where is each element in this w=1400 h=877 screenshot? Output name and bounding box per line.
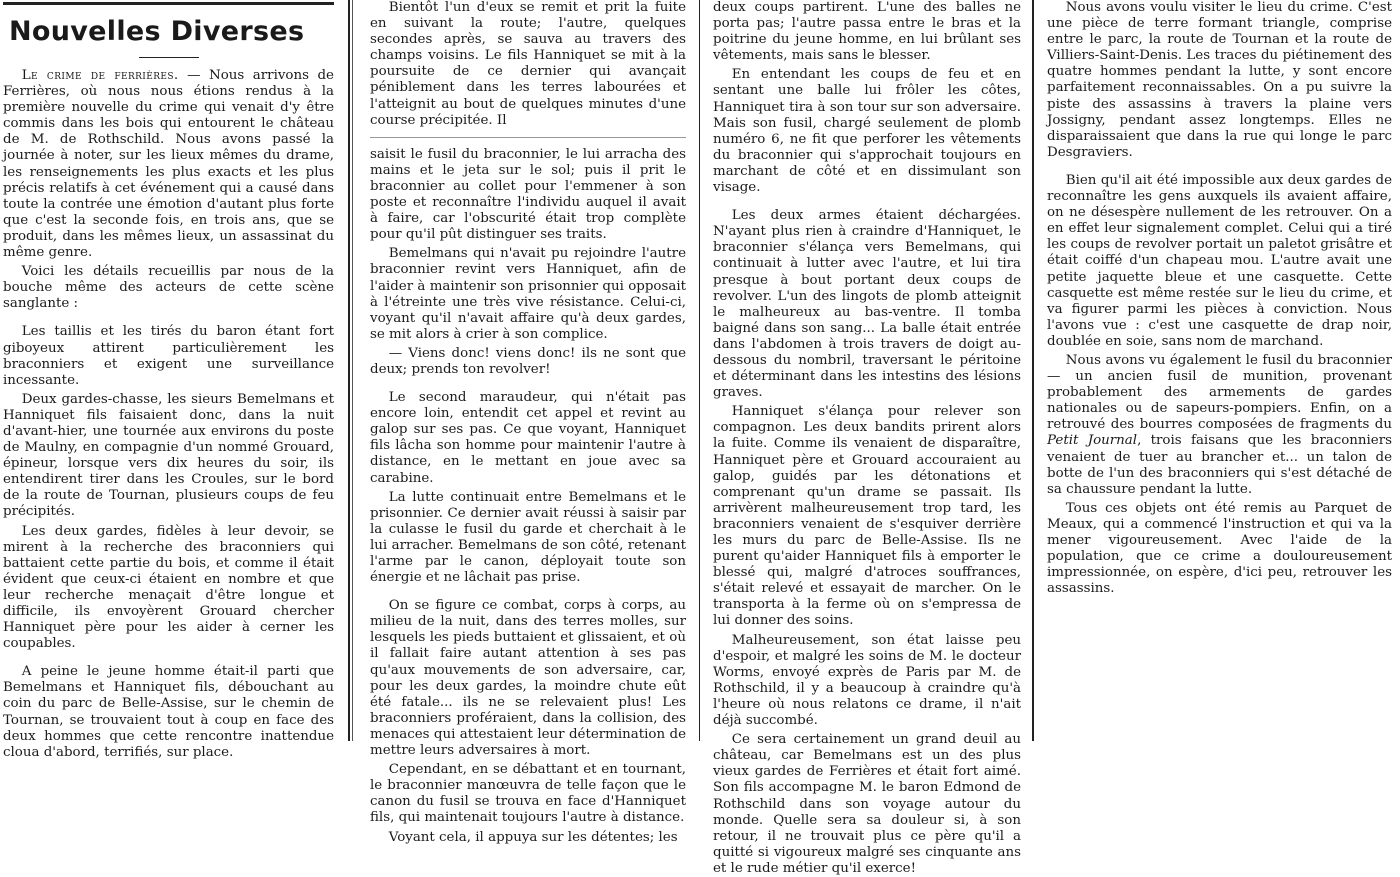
article-paragraph: Bemelmans qui n'avait pu rejoindre l'autre braconnier revint vers Hanniquet, afin de l'aider à maintenir son prisonnier qui opposait à l'étreinte une très vive résistance. Celui-ci, voyant qu'il n'avait affaire qu'à deux gardes, se mit alors à crier à son complice. xyxy=(370,246,686,342)
article-paragraph: A peine le jeune homme était-il parti que Bemelmans et Hanniquet fils, débouchant au coin du parc de Belle-Assise, sur le chemin de Tournan, se trouvaient tout à coup en face des deux hommes que cette rencontre inattendue cloua d'abord, terrifiés, sur place. xyxy=(3,664,334,760)
article-lead: Le crime de ferrières. xyxy=(21,68,179,83)
article-paragraph xyxy=(3,68,334,261)
column-2 xyxy=(360,0,696,845)
article-paragraph: Bientôt l'un d'eux se remit et prit la fuite en suivant la route; l'autre, quelques secondes après, se sauva au travers des champs voisins. Le fils Hanniquet se mit à la poursuite de ce dernier qui avançait péniblement dans les terres labourées et l'atteignit au bout de quelques minutes d'une course précipitée. Il xyxy=(370,0,686,128)
article-paragraph: Les deux gardes, fidèles à leur devoir, se mirent à la recherche des braconniers qui battaient cette partie du bois, et comme il était évident que ceux-ci étaient en nombre et que leur recherche menaçait d'être longue et difficile, ils envoyèrent Grouard chercher Hanniquet père pour les aider à cerner les coupables. xyxy=(3,523,334,652)
article-paragraph: En entendant les coups de feu et en sentant une balle lui frôler les côtes, Hanniquet tira à son tour sur son adversaire. Mais son fusil, chargé seulement de plomb numéro 6, ne fit que perforer les vêtements du braconnier qui s'approchait toujours en marchant de côté et en dissimulant son visage. xyxy=(713,67,1021,196)
article-paragraph: saisit le fusil du braconnier, le lui arracha des mains et le jeta sur le sol; puis il prit le braconnier au collet pour l'emmener à son poste et reconnaître l'individu auquel il avait à faire, car l'obscurité était trop complète pour qu'il pût distinguer ses traits. xyxy=(370,146,686,243)
article-paragraph: Hanniquet s'élança pour relever son compagnon. Les deux bandits prirent alors la fuite. Comme ils venaient de disparaître, Hanniquet père et Grouard accouraient au galop, guidés par les détonations et comprenant qu'un drame se passait. Ils arrivèrent malheureusement trop tard, les braconniers venaient de s'esquiver derrière les murs du parc de Belle-Assise. Ils ne purent qu'aider Hanniquet fils à emporter le blessé qui, malgré d'atroces souffrances, s'était relevé et essayait de marcher. On le transporta à la ferme où on s'empressa de lui donner des soins. xyxy=(713,404,1021,629)
column-rule xyxy=(352,0,353,741)
article-paragraph: Le second maraudeur, qui n'était pas encore loin, entendit cet appel et revint au galop sur ses pas. Ce que voyant, Hanniquet fils lâcha son homme pour maintenir l'autre à distance, en le mettant en joue avec sa carabine. xyxy=(370,390,686,486)
article-text: , trois faisans que les braconniers venaient de tuer au brancher et... un talon de botte de l'un des braconniers qui s'est détaché de sa chaussure pendant la lutte. xyxy=(1047,433,1392,497)
article-text: — Nous arrivons de Ferrières, où nous nous étions rendus à la première nouvelle du crime qui venait d'y être commis dans les bois qui entourent le château de M. de Rothschild. Nous avons passé la journée à noter, sur les lieux mêmes du drame, les renseignements les plus exacts et les plus précis relatifs à cet événement qui a causé dans toute la contrée une émotion d'autant plus forte que c'est la seconde fois, en trois ans, que se produit, dans les mêmes lieux, un assassinat du même genre. xyxy=(3,68,334,261)
article-paragraph: Nous avons voulu visiter le lieu du crime. C'est une pièce de terre formant triangle, comprise entre le parc, la route de Tournan et la route de Villiers-Saint-Denis. Les traces du piétinement des quatre hommes pendant la lutte, y sont encore parfaitement reconnaissables. On a pu suivre la piste des assassins à travers la plaine vers Jossigny, pendant assez longtemps. Elles ne disparaissaient que dans la rue qui longe le parc Desgraviers. xyxy=(1047,0,1392,160)
newspaper-title: Petit Journal xyxy=(1047,433,1138,449)
article-paragraph: deux coups partirent. L'une des balles ne porta pas; l'autre passa entre le bras et la poitrine du jeune homme, en lui brûlant ses vêtements, mais sans le blesser. xyxy=(713,0,1021,64)
article-paragraph: Bien qu'il ait été impossible aux deux gardes de reconnaître les gens auxquels ils avaient affaire, on ne désespère nullement de les retrouver. On a en effet leur signalement complet. Celui qui a tiré les coups de revolver portait un paletot grisâtre et était coiffé d'un chapeau mou. L'autre avait une petite jaquette bleue et une casquette. Cette casquette est même restée sur le lieu du crime, et va figurer parmi les pièces à conviction. Nous l'avons vue : c'est une casquette de drap noir, doublée en soie, sans nom de marchand. xyxy=(1047,172,1392,349)
column-4 xyxy=(1037,0,1400,626)
article-paragraph xyxy=(1047,353,1392,498)
article-paragraph: On se figure ce combat, corps à corps, au milieu de la nuit, dans des terres molles, sur lesquels les pieds buttaient et glissaient, et où il fallait faire autant attention à ses pas qu'aux mouvements de son adversaire, car, pour les deux gardes, la moindre chute eût été fatale... ils ne se relevaient plus! Les braconniers proféraient, dans la collision, des menaces qui attestaient leur détermination de mettre leurs adversaires à mort. xyxy=(370,598,686,759)
article-paragraph: Les deux armes étaient déchargées. N'ayant plus rien à craindre d'Hanniquet, le braconnier s'élança vers Bemelmans, qui continuait à lutter avec l'autre, et lui tira presque à bout portant deux coups de revolver. L'un des lingots de plomb atteignit le malheureux au bas-ventre. Il tomba baigné dans son sang... La balle était entrée dans l'abdomen à trois travers de doigt au-dessous du nombril, traversant le péritoine et déterminant dans les intestins des lésions graves. xyxy=(713,208,1021,401)
article-paragraph: Tous ces objets ont été remis au Parquet de Meaux, qui a commencé l'instruction et qui va la mener vigoureusement. Avec l'aide de la population, que ce crime a douloureusement impressionnée, on espère, d'ici peu, retrouver les assassins. xyxy=(1047,500,1392,597)
article-paragraph: La lutte continuait entre Bemelmans et le prisonnier. Ce dernier avait réussi à saisir par la culasse le fusil du garde et cherchait à le lui arracher. Bemelmans de son côté, retenant l'arme par le canon, déployait toute son énergie et ne lâchait pas prise. xyxy=(370,489,686,586)
blank-area xyxy=(1034,628,1400,741)
article-paragraph: Malheureusement, son état laisse peu d'espoir, et malgré les soins de M. le docteur Worms, envoyé exprès de Paris par M. de Rothschild, il y a beaucoup à craindre qu'à l'heure où nous relatons ce drame, il n'ait déjà succombé. xyxy=(713,632,1021,729)
column-rule xyxy=(348,0,350,741)
column-1 xyxy=(0,0,340,760)
top-rule xyxy=(3,2,334,5)
article-paragraph: — Viens donc! viens donc! ils ne sont que deux; prends ton revolver! xyxy=(370,345,686,377)
section-headline: Nouvelles Diverses xyxy=(9,16,305,47)
column-rule xyxy=(699,0,700,741)
article-paragraph: Deux gardes-chasse, les sieurs Bemelmans et Hanniquet fils faisaient donc, dans la nuit d'avant-hier, une tournée aux environs du poste de Maulny, en compagnie d'un nommé Grouard, épineur, lorsque vers dix heures du soir, ils entendirent tirer dans les Croules, sur le bord de la route de Tournan, plusieurs coups de feu précipités. xyxy=(3,391,334,520)
page-fold xyxy=(370,137,686,138)
headline-rule xyxy=(139,57,199,58)
column-3 xyxy=(703,0,1031,876)
article-text: Nous avons vu également le fusil du braconnier — un ancien fusil de munition, provenant probablement des armements de gardes nationales ou de sapeurs-pompiers. Enfin, on a retrouvé des bourres composées de fragments du xyxy=(1047,352,1392,433)
article-paragraph: Voici les détails recueillis par nous de la bouche même des acteurs de cette scène sanglante : xyxy=(3,264,334,312)
article-paragraph: Cependant, en se débattant et en tournant, le braconnier manœuvra de telle façon que le canon du fusil se trouva en face d'Hanniquet fils, qui maintenait toujours l'autre à distance. xyxy=(370,762,686,826)
article-paragraph: Les taillis et les tirés du baron étant fort giboyeux attirent particulièrement les braconniers et exigent une surveillance incessante. xyxy=(3,324,334,388)
article-paragraph: Ce sera certainement un grand deuil au château, car Bemelmans est un des plus vieux gardes de Ferrières et était fort aimé. Son fils accompagne M. le baron Edmond de Rothschild dans son voyage autour du monde. Quelle sera sa douleur si, à son retour, il ne trouvait plus ce père qu'il a quitté si vigoureux malgré ses cinquante ans et le rude métier qu'il exerce! xyxy=(713,732,1021,876)
article-paragraph: Voyant cela, il appuya sur les détentes; les xyxy=(388,829,678,845)
